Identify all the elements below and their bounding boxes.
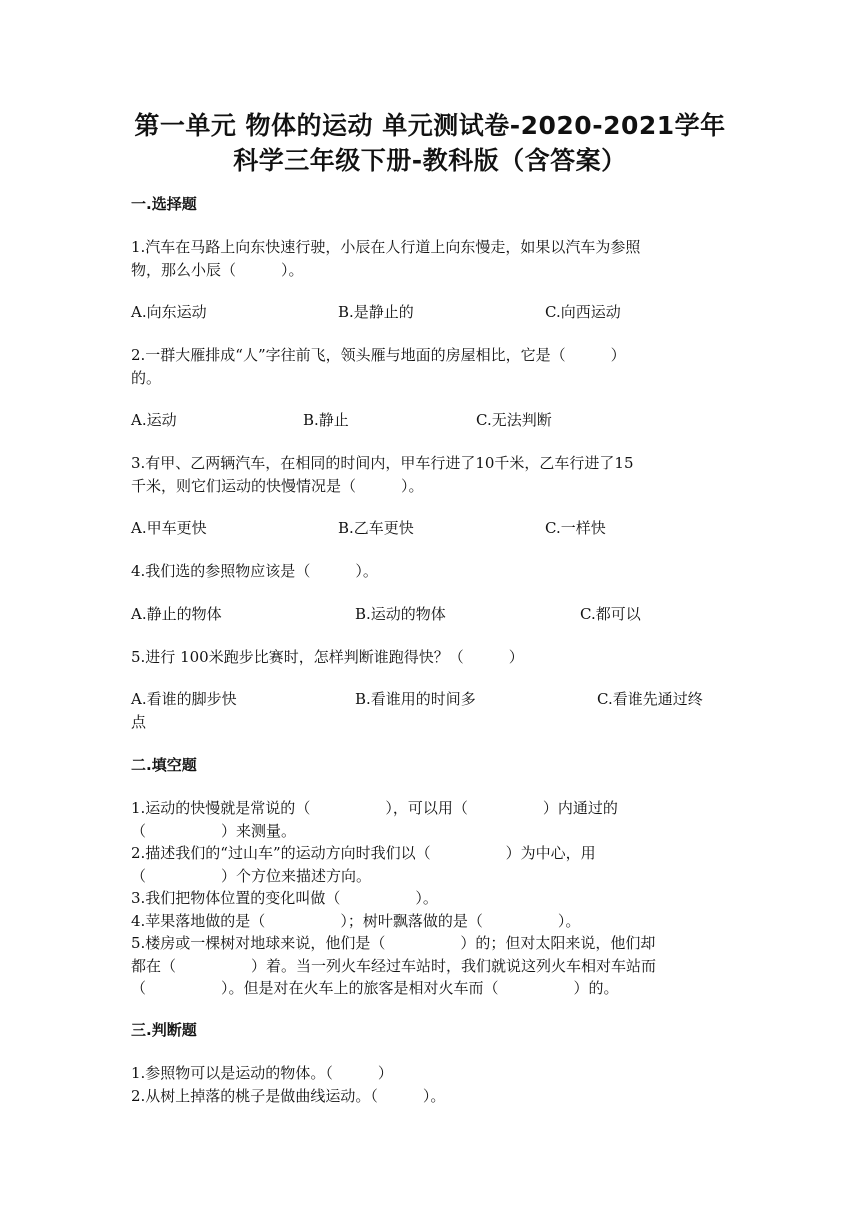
judge-line-2: 2.从树上掉落的桃子是做曲线运动。（ ）。: [131, 1087, 446, 1105]
fill-line-1: 1.运动的快慢就是常说的（ ），可以用（ ）内通过的: [131, 799, 618, 817]
question-3-line-1: 3.有甲、乙两辆汽车，在相同的时间内，甲车行进了10千米，乙车行进了15: [131, 454, 634, 472]
question-5-option-c: C.看谁先通过终: [597, 690, 703, 708]
question-2-line-2: 的。: [131, 369, 162, 387]
question-1-option-b: B.是静止的: [338, 303, 414, 321]
fill-line-9: （ ）。但是对在火车上的旅客是相对火车而（ ）的。: [131, 979, 619, 997]
question-1-option-a: A.向东运动: [131, 303, 207, 321]
question-1-line-2: 物，那么小辰（ ）。: [131, 261, 304, 279]
question-2-option-c: C.无法判断: [476, 411, 552, 429]
fill-line-6: 4.苹果落地做的是（ ）；树叶飘落做的是（ ）。: [131, 912, 581, 930]
question-3-line-2: 千米，则它们运动的快慢情况是（ ）。: [131, 477, 424, 495]
question-1-option-c: C.向西运动: [545, 303, 621, 321]
fill-line-5: 3.我们把物体位置的变化叫做（ ）。: [131, 889, 438, 907]
question-5-line-1: 5.进行 100米跑步比赛时，怎样判断谁跑得快？（ ）: [131, 648, 524, 666]
section-heading-fill: 二.填空题: [131, 756, 197, 774]
question-5-option-c-overflow: 点: [131, 713, 147, 731]
question-3-option-a: A.甲车更快: [131, 519, 207, 537]
question-4-option-c: C.都可以: [580, 605, 641, 623]
question-2-option-b: B.静止: [303, 411, 349, 429]
judge-line-1: 1.参照物可以是运动的物体。（ ）: [131, 1064, 393, 1082]
section-heading-judge: 三.判断题: [131, 1021, 197, 1039]
fill-line-3: 2.描述我们的“过山车”的运动方向时我们以（ ）为中心，用: [131, 844, 596, 862]
exam-title-line-2: 科学三年级下册-教科版（含答案）: [233, 146, 627, 175]
fill-line-4: （ ）个方位来描述方向。: [131, 867, 372, 885]
question-2-option-a: A.运动: [131, 411, 177, 429]
exam-title-line-1: 第一单元 物体的运动 单元测试卷-2020-2021学年: [134, 111, 726, 140]
question-3-option-c: C.一样快: [545, 519, 606, 537]
question-5-option-b: B.看谁用的时间多: [355, 690, 476, 708]
question-1-line-1: 1.汽车在马路上向东快速行驶，小辰在人行道上向东慢走，如果以汽车为参照: [131, 238, 641, 256]
question-3-option-b: B.乙车更快: [338, 519, 414, 537]
question-4-line-1: 4.我们选的参照物应该是（ ）。: [131, 562, 378, 580]
section-heading-choice: 一.选择题: [131, 195, 197, 213]
fill-line-2: （ ）来测量。: [131, 822, 297, 840]
fill-line-7: 5.楼房或一棵树对地球来说，他们是（ ）的；但对太阳来说，他们却: [131, 934, 656, 952]
fill-line-8: 都在（ ）着。当一列火车经过车站时，我们就说这列火车相对车站而: [131, 957, 657, 975]
question-2-line-1: 2.一群大雁排成“人”字往前飞，领头雁与地面的房屋相比，它是（ ）: [131, 346, 626, 364]
question-5-option-a: A.看谁的脚步快: [131, 690, 237, 708]
question-4-option-a: A.静止的物体: [131, 605, 222, 623]
question-4-option-b: B.运动的物体: [355, 605, 446, 623]
